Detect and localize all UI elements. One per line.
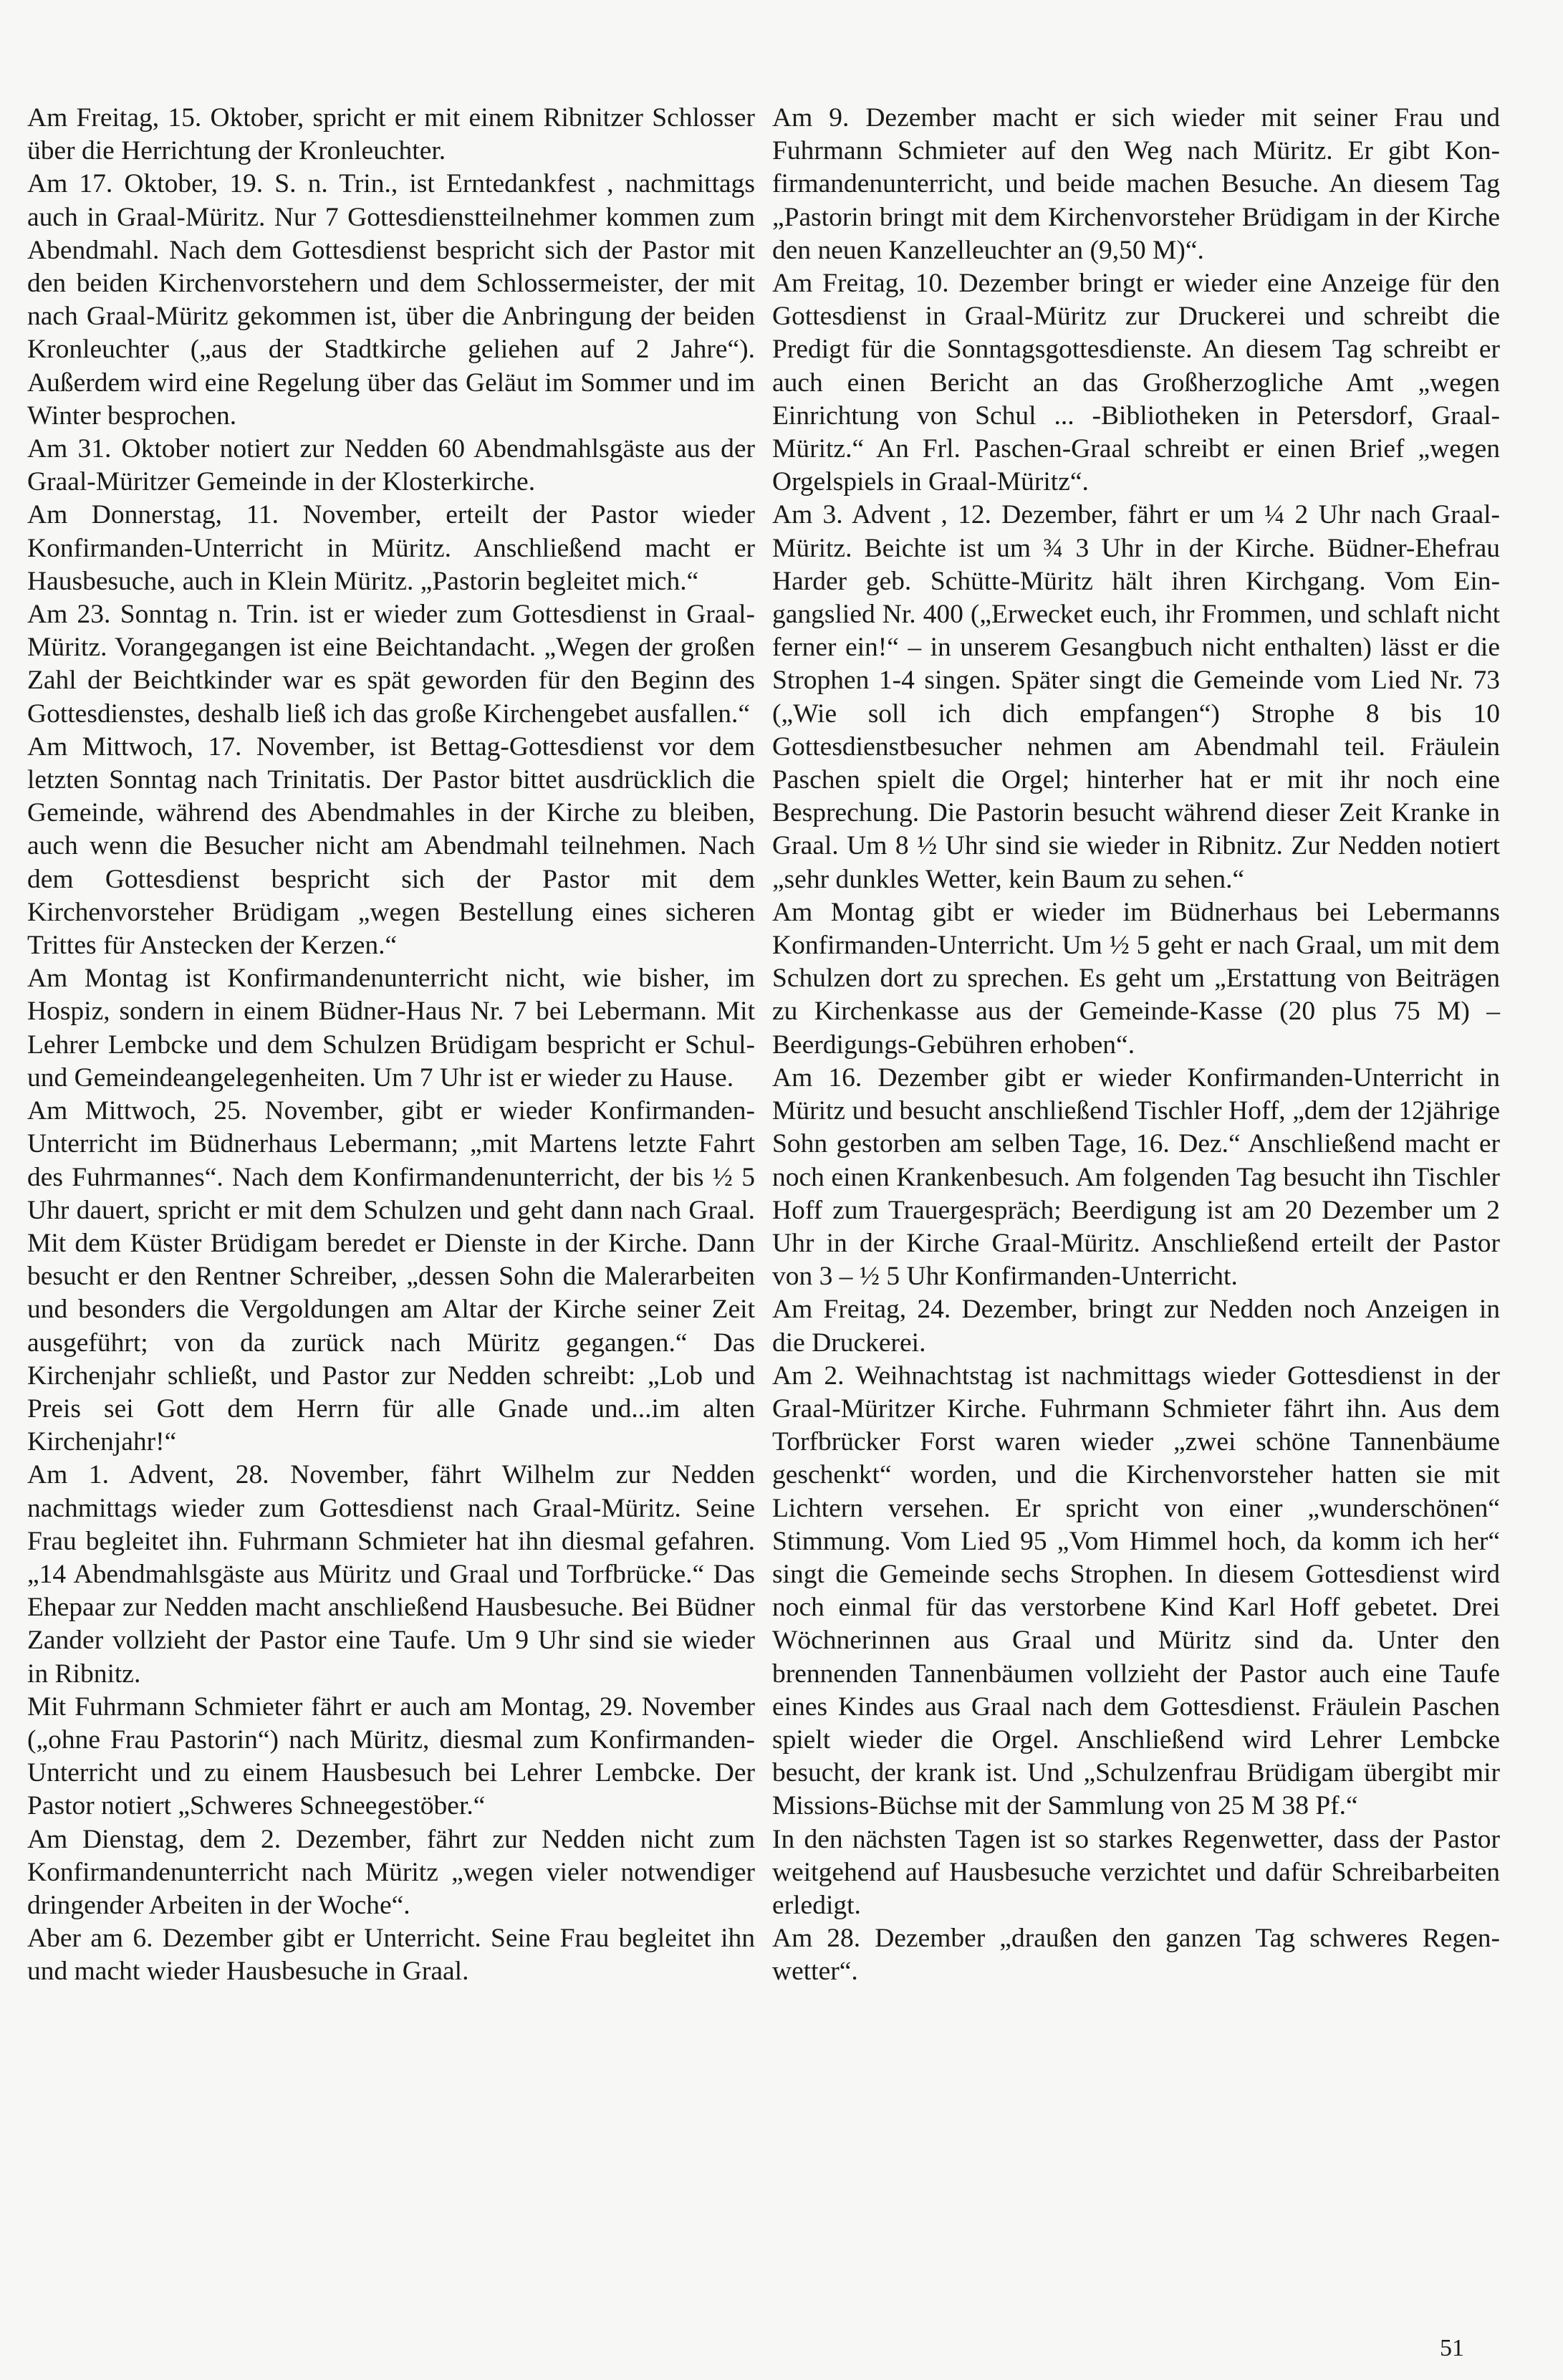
paragraph: Am 2. Weihnachtstag ist nachmittags wieder Gottesdienst in der Graal-Müritzer Kirche. Fuhrmann Schmieter fährt ihn. Aus dem Torfbrücker Forst waren wieder „zwei schöne Tannenbäume geschenkt“ worden, und die Kirchenvorsteher hatten sie mit Lichtern versehen. Er spricht von einer „wunderschönen“ Stimmung. Vom Lied 95 „Vom Himmel hoch, da komm ich her“ singt die Gemeinde sechs Strophen. In diesem Gottesdienst wird noch einmal für das verstorbene Kind Karl Hoff gebetet. Drei Wöchnerinnen aus Graal und Müritz sind da. Unter den brennenden Tannenbäumen vollzieht der Pastor auch eine Taufe eines Kindes aus Graal nach dem Gottesdienst. Fräulein Paschen spielt wieder die Orgel. Anschließend wird Lehrer Lembcke besucht, der krank ist. Und „Schulzenfrau Brüdigam übergibt mir Missions-Büchse mit der Sammlung von 25 M 38 Pf.“ [772, 1361, 1500, 1821]
paragraph: Am Freitag, 10. Dezember bringt er wieder eine Anzeige für den Gottesdienst in Graal-Müritz zur Druckerei und schreibt die Predigt für die Sonntagsgottesdienste. An diesem Tag schreibt er auch einen Bericht an das Großherzogliche Amt „wegen Einrichtung von Schul ... -Bibliotheken in Petersdorf, Graal-Müritz.“ An Frl. Paschen-Graal schreibt er einen Brief „wegen Orgelspiels in Graal-Müritz“. [772, 269, 1500, 497]
paragraph: Am Mittwoch, 25. November, gibt er wieder Konfirmanden-Unterricht im Büdnerhaus Lebermann; „mit Martens letzte Fahrt des Fuhrmannes“. Nach dem Konfirmandenunterricht, der bis ½ 5 Uhr dauert, spricht er mit dem Schulzen und geht dann nach Graal. Mit dem Küster Brüdigam beredet er Dienste in der Kirche. Dann besucht er den Rentner Schreiber, „dessen Sohn die Malerarbeiten und besonders die Vergoldungen am Altar der Kirche seiner Zeit ausgeführt; von da zurück nach Müritz gegangen.“ Das Kirchenjahr schließt, und Pastor zur Nedden schreibt: „Lob und Preis sei Gott dem Herrn für alle Gnade und...im alten Kirchenjahr!“ [27, 1096, 755, 1457]
paragraph: Am Donnerstag, 11. November, erteilt der Pastor wieder Konfirmanden-Unterricht in Müritz. Anschließend macht er Hausbesuche, auch in Klein Müritz. „Pastorin begleitet mich.“ [27, 500, 755, 596]
paragraph: Am Montag gibt er wieder im Büdnerhaus bei Lebermanns Konfirmanden-Unterricht. Um ½ 5 geht er nach Graal, um mit dem Schulzen dort zu sprechen. Es geht um „Erstattung von Beiträgen zu Kirchenkasse aus der Gemeinde-Kasse (20 plus 75 M) – Beerdigungs-Gebühren erhoben“. [772, 897, 1500, 1060]
paragraph: Am Freitag, 24. Dezember, bringt zur Nedden noch Anzeigen in die Druckerei. [772, 1295, 1500, 1358]
paragraph: In den nächsten Tagen ist so starkes Regenwetter, dass der Pastor weitgehend auf Hausbesuche verzichtet und dafür Schreibarbeiten erledigt. [772, 1824, 1500, 1920]
paragraph: Am 9. Dezember macht er sich wieder mit seiner Frau und Fuhrmann Schmieter auf den Weg nach Müritz. Er gibt Konfirmandenunterricht, und beide machen Besuche. An diesem Tag „Pastorin bringt mit dem Kirchenvorsteher Brüdigam in der Kirche den neuen Kanzelleuchter an (9,50 M)“. [772, 103, 1500, 265]
paragraph: Am 16. Dezember gibt er wieder Konfirmanden-Unterricht in Müritz und besucht anschließend Tischler Hoff, „dem der 12jährige Sohn gestorben am selben Tage, 16. Dez.“ Anschließend macht er noch einen Krankenbesuch. Am folgenden Tag besucht ihn Tischler Hoff zum Trauergespräch; Beerdigung ist am 20 Dezember um 2 Uhr in der Kirche Graal-Müritz. Anschließend erteilt der Pastor von 3 – ½ 5 Uhr Konfirmanden-Unterricht. [772, 1062, 1500, 1292]
paragraph: Am 17. Oktober, 19. S. n. Trin., ist Erntedankfest , nachmittags auch in Graal-Müritz. Nur 7 Gottesdienstteilnehmer kommen zum Abendmahl. Nach dem Gottesdienst bespricht sich der Pastor mit den beiden Kirchenvorstehern und dem Schlossermeister, der mit nach Graal-Müritz gekommen ist, über die Anbringung der beiden Kronleuchter („aus der Stadtkirche geliehen auf 2 Jahre“). Außerdem wird eine Regelung über das Geläut im Sommer und im Winter besprochen. [27, 169, 755, 431]
right-column [772, 102, 1500, 1989]
paragraph: Mit Fuhrmann Schmieter fährt er auch am Montag, 29. November („ohne Frau Pastorin“) nach Müritz, diesmal zum Konfirmanden-Unterricht und zu einem Hausbesuch bei Lehrer Lembcke. Der Pastor notiert „Schweres Schneegestöber.“ [27, 1692, 755, 1821]
paragraph: Am Mittwoch, 17. November, ist Bettag-Gottesdienst vor dem letzten Sonntag nach Trinitatis. Der Pastor bittet ausdrücklich die Gemeinde, während des Abendmahles in der Kirche zu bleiben, auch wenn die Besucher nicht am Abendmahl teilnehmen. Nach dem Gottesdienst bespricht sich der Pastor mit dem Kirchenvorsteher Brüdigam „wegen Bestellung eines sicheren Trittes für Anstecken der Kerzen.“ [27, 731, 755, 961]
paragraph: Am Montag ist Konfirmandenunterricht nicht, wie bisher, im Hospiz, sondern in einem Büdner-Haus Nr. 7 bei Lebermann. Mit Lehrer Lembcke und dem Schulzen Brüdigam bespricht er Schul- und Gemeindeangelegenheiten. Um 7 Uhr ist er wieder zu Hause. [27, 964, 755, 1093]
paragraph: Am 1. Advent, 28. November, fährt Wilhelm zur Nedden nachmittags wieder zum Gottesdienst nach Graal-Müritz. Seine Frau begleitet ihn. Fuhrmann Schmieter hat ihn diesmal gefahren. „14 Abendmahlsgäste aus Müritz und Graal und Torfbrücke.“ Das Ehepaar zur Nedden macht anschließend Hausbesuche. Bei Büdner Zander vollzieht der Pastor eine Taufe. Um 9 Uhr sind sie wieder in Ribnitz. [27, 1460, 755, 1689]
paragraph: Aber am 6. Dezember gibt er Unterricht. Seine Frau begleitet ihn und macht wieder Hausbesuche in Graal. [27, 1924, 755, 1987]
paragraph: Am 28. Dezember „draußen den ganzen Tag schweres Regenwetter“. [772, 1924, 1500, 1987]
paragraph: Am 31. Oktober notiert zur Nedden 60 Abendmahlsgäste aus der Graal-Müritzer Gemeinde in der Klosterkirche. [27, 434, 755, 497]
page-number: 51 [1440, 2335, 1464, 2361]
paragraph: Am 3. Advent , 12. Dezember, fährt er um ¼ 2 Uhr nach Graal-Müritz. Beichte ist um ¾ 3 Uhr in der Kirche. Büdner-Ehefrau Harder geb. Schütte-Müritz hält ihren Kirchgang. Vom Eingangslied Nr. 400 („Erwecket euch, ihr Frommen, und schlaft nicht ferner ein!“ – in unserem Gesangbuch nicht enthalten) lässt er die Strophen 1-4 singen. Später singt die Gemeinde vom Lied Nr. 73 („Wie soll ich dich empfangen“) Strophe 8 bis 10 Gottesdienstbesucher nehmen am Abendmahl teil. Fräulein Paschen spielt die Orgel; hinterher hat er mit ihr noch eine Besprechung. Die Pastorin besucht während dieser Zeit Kranke in Graal. Um 8 ½ Uhr sind sie wieder in Ribnitz. Zur Nedden notiert „sehr dunkles Wetter, kein Baum zu sehen.“ [772, 500, 1500, 894]
paragraph: Am 23. Sonntag n. Trin. ist er wieder zum Gottesdienst in Graal-Müritz. Vorangegangen ist eine Beichtandacht. „Wegen der großen Zahl der Beichtkinder war es spät geworden für den Beginn des Gottesdienstes, deshalb ließ ich das große Kirchengebet ausfallen.“ [27, 600, 755, 729]
paragraph: Am Dienstag, dem 2. Dezember, fährt zur Nedden nicht zum Konfirmandenunterricht nach Müritz „wegen vieler notwendiger dringender Arbeiten in der Woche“. [27, 1824, 755, 1920]
paragraph: Am Freitag, 15. Oktober, spricht er mit einem Ribnitzer Schlosser über die Herrichtung der Kronleuchter. [27, 103, 755, 166]
left-column [27, 102, 755, 1989]
